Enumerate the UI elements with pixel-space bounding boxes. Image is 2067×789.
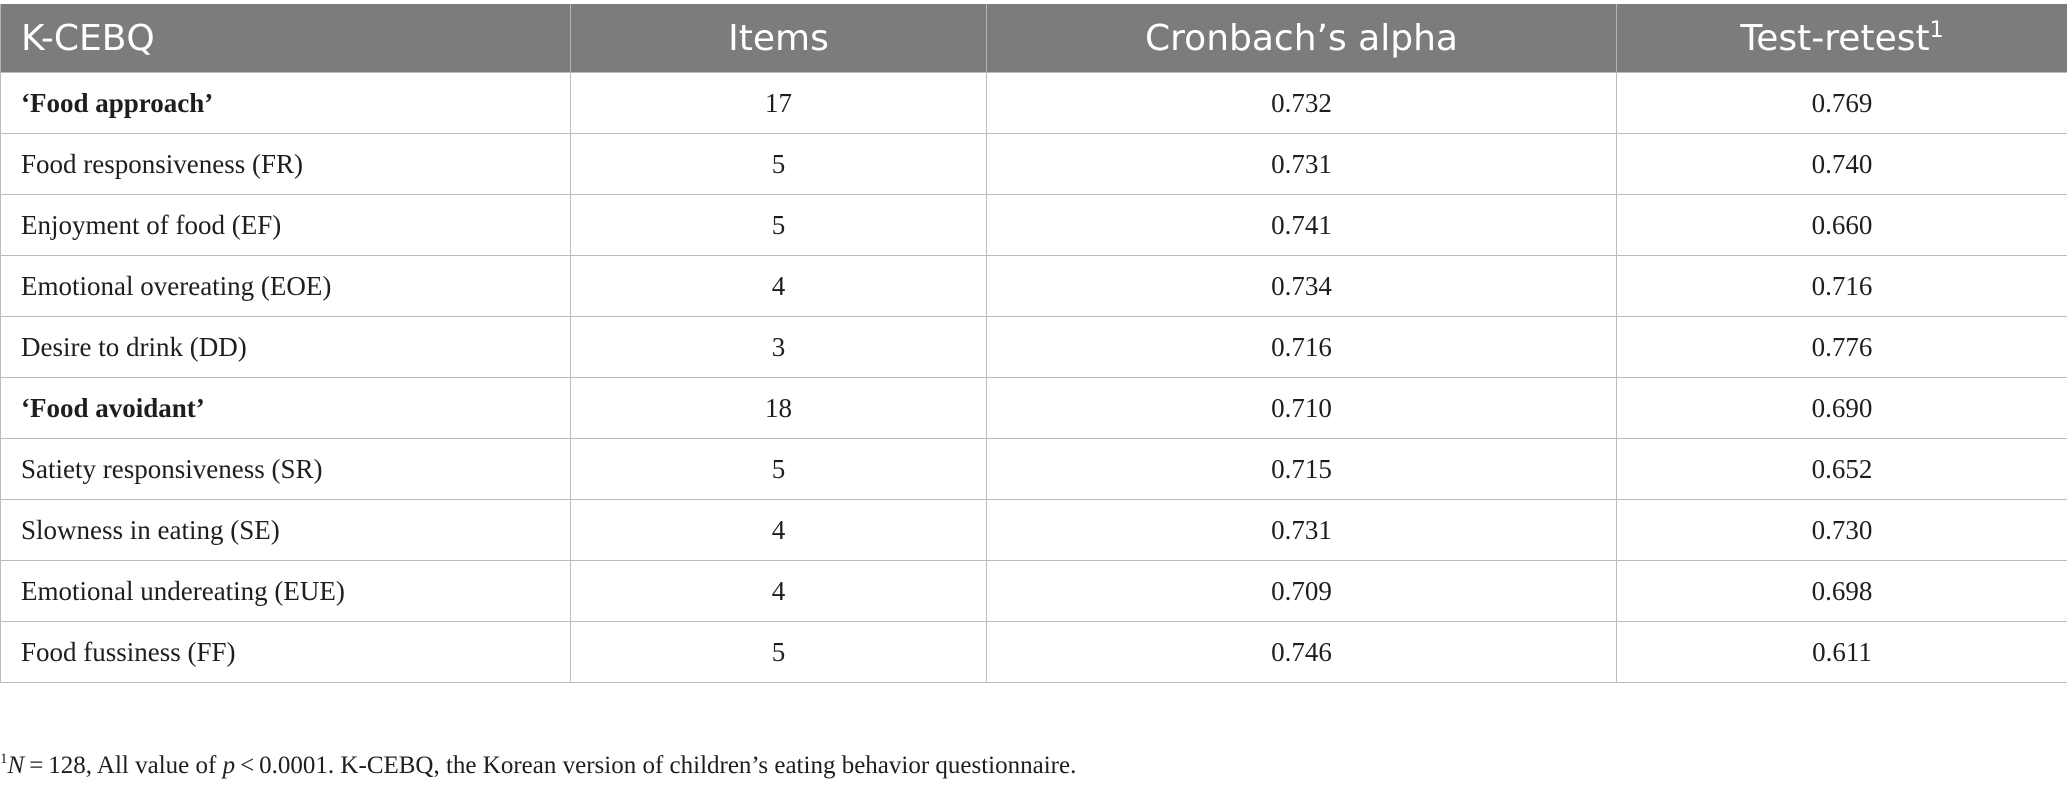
header-row bbox=[1, 4, 2067, 73]
row-label-cell: Desire to drink (DD) bbox=[1, 317, 571, 378]
header-k-cebq: K-CEBQ bbox=[1, 4, 571, 73]
row-alpha-cell: 0.715 bbox=[987, 439, 1617, 500]
row-items-cell: 5 bbox=[571, 195, 987, 256]
row-items-cell: 4 bbox=[571, 561, 987, 622]
row-retest-cell: 0.652 bbox=[1617, 439, 2067, 500]
row-alpha-cell: 0.732 bbox=[987, 73, 1617, 134]
header-test-retest-label: Test-retest bbox=[1740, 17, 1930, 59]
table-row bbox=[1, 317, 2067, 378]
row-label-cell: Food responsiveness (FR) bbox=[1, 134, 571, 195]
row-alpha-cell: 0.734 bbox=[987, 256, 1617, 317]
table-row bbox=[1, 561, 2067, 622]
row-label-cell: Satiety responsiveness (SR) bbox=[1, 439, 571, 500]
table-body bbox=[1, 73, 2067, 683]
header-footnote-marker: 1 bbox=[1929, 17, 1944, 43]
table-row bbox=[1, 134, 2067, 195]
row-retest-cell: 0.660 bbox=[1617, 195, 2067, 256]
row-alpha-cell: 0.746 bbox=[987, 622, 1617, 683]
row-items-cell: 5 bbox=[571, 134, 987, 195]
row-retest-cell: 0.716 bbox=[1617, 256, 2067, 317]
row-items-cell: 5 bbox=[571, 622, 987, 683]
row-retest-cell: 0.690 bbox=[1617, 378, 2067, 439]
footnote-p-symbol: p bbox=[222, 752, 236, 779]
row-label-cell: Enjoyment of food (EF) bbox=[1, 195, 571, 256]
row-items-cell: 5 bbox=[571, 439, 987, 500]
row-items-cell: 17 bbox=[571, 73, 987, 134]
row-alpha-cell: 0.731 bbox=[987, 500, 1617, 561]
footnote-n-symbol: N bbox=[7, 752, 25, 779]
row-retest-cell: 0.611 bbox=[1617, 622, 2067, 683]
row-label-cell: Emotional overeating (EOE) bbox=[1, 256, 571, 317]
row-alpha-cell: 0.741 bbox=[987, 195, 1617, 256]
row-label-cell: Slowness in eating (SE) bbox=[1, 500, 571, 561]
row-alpha-cell: 0.709 bbox=[987, 561, 1617, 622]
row-items-cell: 18 bbox=[571, 378, 987, 439]
row-items-cell: 3 bbox=[571, 317, 987, 378]
row-alpha-cell: 0.731 bbox=[987, 134, 1617, 195]
row-alpha-cell: 0.710 bbox=[987, 378, 1617, 439]
row-label-cell: Emotional undereating (EUE) bbox=[1, 561, 571, 622]
table-footnote bbox=[0, 752, 1076, 780]
row-label-cell: ‘Food avoidant’ bbox=[1, 378, 571, 439]
row-retest-cell: 0.730 bbox=[1617, 500, 2067, 561]
table-row-group bbox=[1, 378, 2067, 439]
row-retest-cell: 0.698 bbox=[1617, 561, 2067, 622]
footnote-p-text: < 0.0001. K-CEBQ, the Korean version of children’s eating behavior questionnaire. bbox=[235, 752, 1077, 779]
table-row bbox=[1, 256, 2067, 317]
table-row bbox=[1, 622, 2067, 683]
table-header bbox=[1, 4, 2067, 73]
header-items: Items bbox=[571, 4, 987, 73]
reliability-table bbox=[0, 4, 2067, 683]
header-cronbach-alpha: Cronbach’s alpha bbox=[987, 4, 1617, 73]
table-row bbox=[1, 439, 2067, 500]
row-alpha-cell: 0.716 bbox=[987, 317, 1617, 378]
row-retest-cell: 0.776 bbox=[1617, 317, 2067, 378]
row-retest-cell: 0.740 bbox=[1617, 134, 2067, 195]
table-row bbox=[1, 500, 2067, 561]
footnote-n-text: = 128, All value of bbox=[24, 752, 223, 779]
row-items-cell: 4 bbox=[571, 500, 987, 561]
reliability-table-container bbox=[0, 4, 2067, 683]
table-row bbox=[1, 195, 2067, 256]
table-row-group bbox=[1, 73, 2067, 134]
footnote-marker: 1 bbox=[0, 751, 8, 767]
row-retest-cell: 0.769 bbox=[1617, 73, 2067, 134]
row-items-cell: 4 bbox=[571, 256, 987, 317]
row-label-cell: ‘Food approach’ bbox=[1, 73, 571, 134]
row-label-cell: Food fussiness (FF) bbox=[1, 622, 571, 683]
header-test-retest bbox=[1617, 4, 2067, 73]
